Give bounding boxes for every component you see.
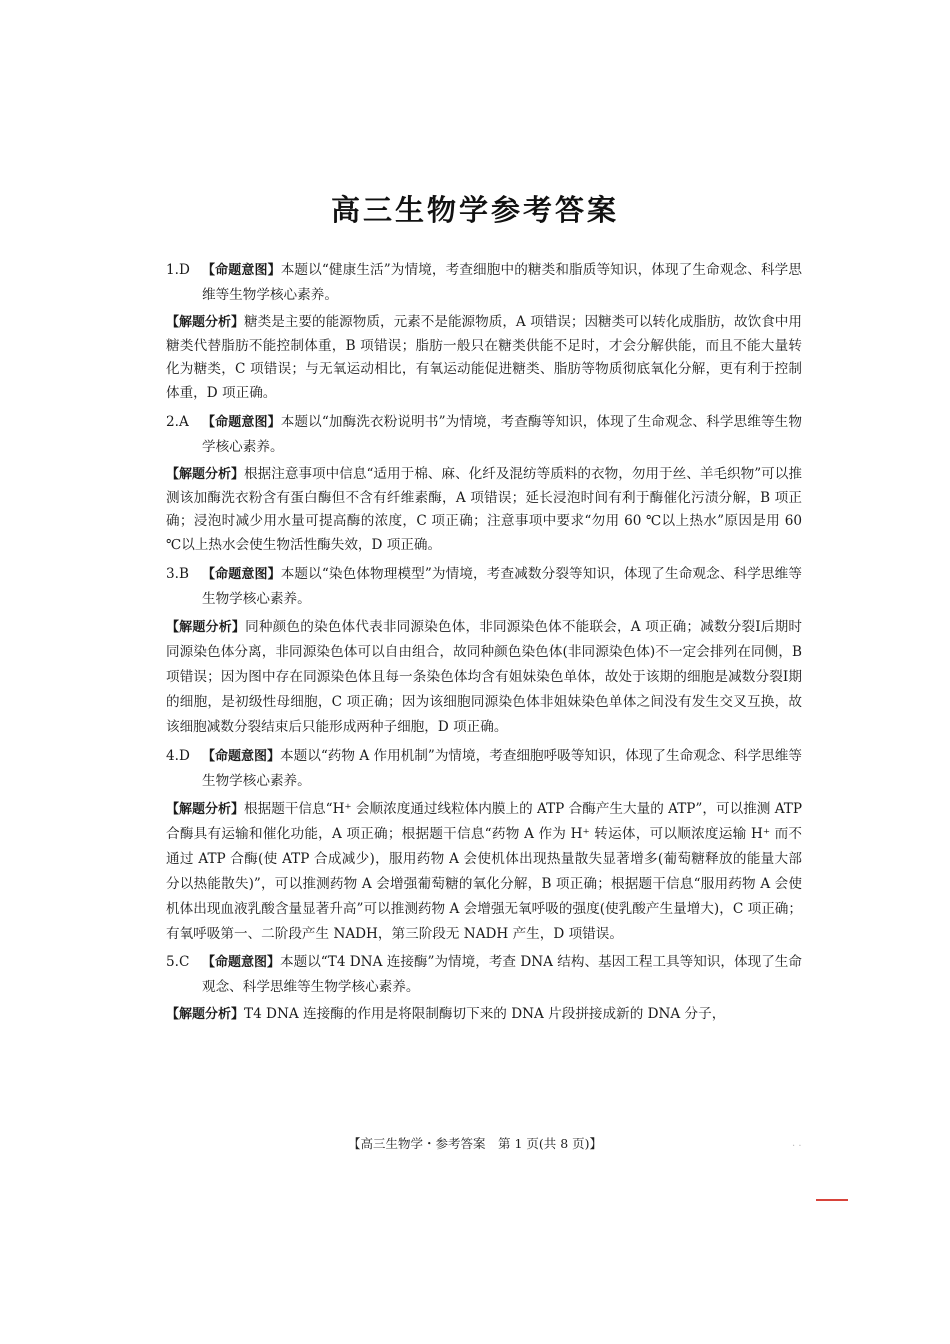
question-number: 4.D [166,747,190,764]
question-3 [166,562,802,740]
analysis-text: 根据题干信息“H⁺ 会顺浓度通过线粒体内膜上的 ATP 合酶产生大量的 ATP”，可以推测 ATP 合酶具有运输和催化功能，A 项正确；根据题干信息“药物 A 作为 H⁺ 转运体，可以顺浓度运输 H⁺ 而不通过 ATP 合酶(使 ATP 合成减少)，服用药物 A 会使机体出现热量散失显著增多(葡萄糖释放的能量大部分以热能散失)”，可以推测药物 A 会增强葡萄糖的氧化分解，B 项正确；根据题干信息“服用药物 A 会使机体出现血液乳酸含量显著升高”可以推测药物 A 会增强无氧呼吸的强度(使乳酸产生量增大)，C 项正确；有氧呼吸第一、二阶段产生 NADH，第三阶段无 NADH 产生，D 项错误。 [166,800,802,942]
page-footer: 【高三生物学・参考答案 第 1 页(共 8 页)】 [347,1136,603,1151]
question-2 [166,410,802,558]
intent-text: 本题以“加酶洗衣粉说明书”为情境，考查酶等知识，体现了生命观念、科学思维等生物学核心素养。 [202,413,802,455]
question-number: 5.C [166,954,190,971]
intent-tag: 【命题意图】 [202,955,281,971]
scan-dots: · · [792,1141,802,1152]
analysis-text: T4 DNA 连接酶的作用是将限制酶切下来的 DNA 片段拼接成新的 DNA 分子， [244,1006,726,1023]
analysis-tag: 【解题分析】 [166,315,245,330]
analysis-tag: 【解题分析】 [166,619,246,635]
page-title: 高三生物学参考答案 [330,193,619,227]
question-number: 3.B [166,565,189,582]
analysis-text: 根据注意事项中信息“适用于棉、麻、化纤及混纺等质料的衣物，勿用于丝、羊毛织物”可以推测该加酶洗衣粉含有蛋白酶但不含有纤维素酶，A 项错误；延长浸泡时间有利于酶催化污渍分解，B 项正确；浸泡时减少用水量可提高酶的浓度，C 项正确；注意事项中要求“勿用 60 ℃以上热水”原因是用 60 ℃以上热水会使生物活性酶失效，D 项正确。 [166,465,802,553]
intent-tag: 【命题意图】 [202,566,281,582]
question-5 [166,950,802,1027]
analysis-tag: 【解题分析】 [166,1007,245,1023]
intent-text: 本题以“T4 DNA 连接酶”为情境，考查 DNA 结构、基因工程工具等知识，体现了生命观念、科学思维等生物学核心素养。 [202,954,802,996]
question-1 [166,258,802,406]
intent-text: 本题以“染色体物理模型”为情境，考查减数分裂等知识，体现了生命观念、科学思维等生物学核心素养。 [202,565,802,607]
intent-tag: 【命题意图】 [202,263,281,278]
red-mark [816,1199,848,1201]
intent-tag: 【命题意图】 [202,414,281,430]
intent-text: 本题以“健康生活”为情境，考查细胞中的糖类和脂质等知识，体现了生命观念、科学思维等生物学核心素养。 [202,262,802,303]
analysis-text: 同种颜色的染色体代表非同源染色体，非同源染色体不能联会，A 项正确；减数分裂Ⅰ后期时同源染色体分离，非同源染色体可以自由组合，故同种颜色染色体(非同源染色体)不一定会排列在同侧，B 项错误；因为图中存在同源染色体且每一条染色体均含有姐妹染色单体，故处于该期的细胞是减数分裂Ⅰ期的细胞，是初级性母细胞，C 项正确；因为该细胞同源染色体非姐妹染色单体之间没有发生交叉互换，故该细胞减数分裂结束后只能形成两种子细胞，D 项正确。 [166,618,802,735]
analysis-text: 糖类是主要的能源物质，元素不是能源物质，A 项错误；因糖类可以转化成脂肪，故饮食中用糖类代替脂肪不能控制体重，B 项错误；脂肪一般只在糖类供能不足时，才会分解供能，而且不能大量转化为糖类，C 项错误；与无氧运动相比，有氧运动能促进糖类、脂肪等物质彻底氧化分解，更有利于控制体重，D 项正确。 [166,314,802,402]
intent-tag: 【命题意图】 [202,748,281,764]
intent-text: 本题以“药物 A 作用机制”为情境，考查细胞呼吸等知识，体现了生命观念、科学思维等生物学核心素养。 [202,747,802,789]
question-4 [166,744,802,947]
analysis-tag: 【解题分析】 [166,466,245,482]
question-number: 2.A [166,413,189,430]
analysis-tag: 【解题分析】 [166,801,245,817]
answer-list [166,258,802,1031]
question-number: 1.D [166,262,190,278]
